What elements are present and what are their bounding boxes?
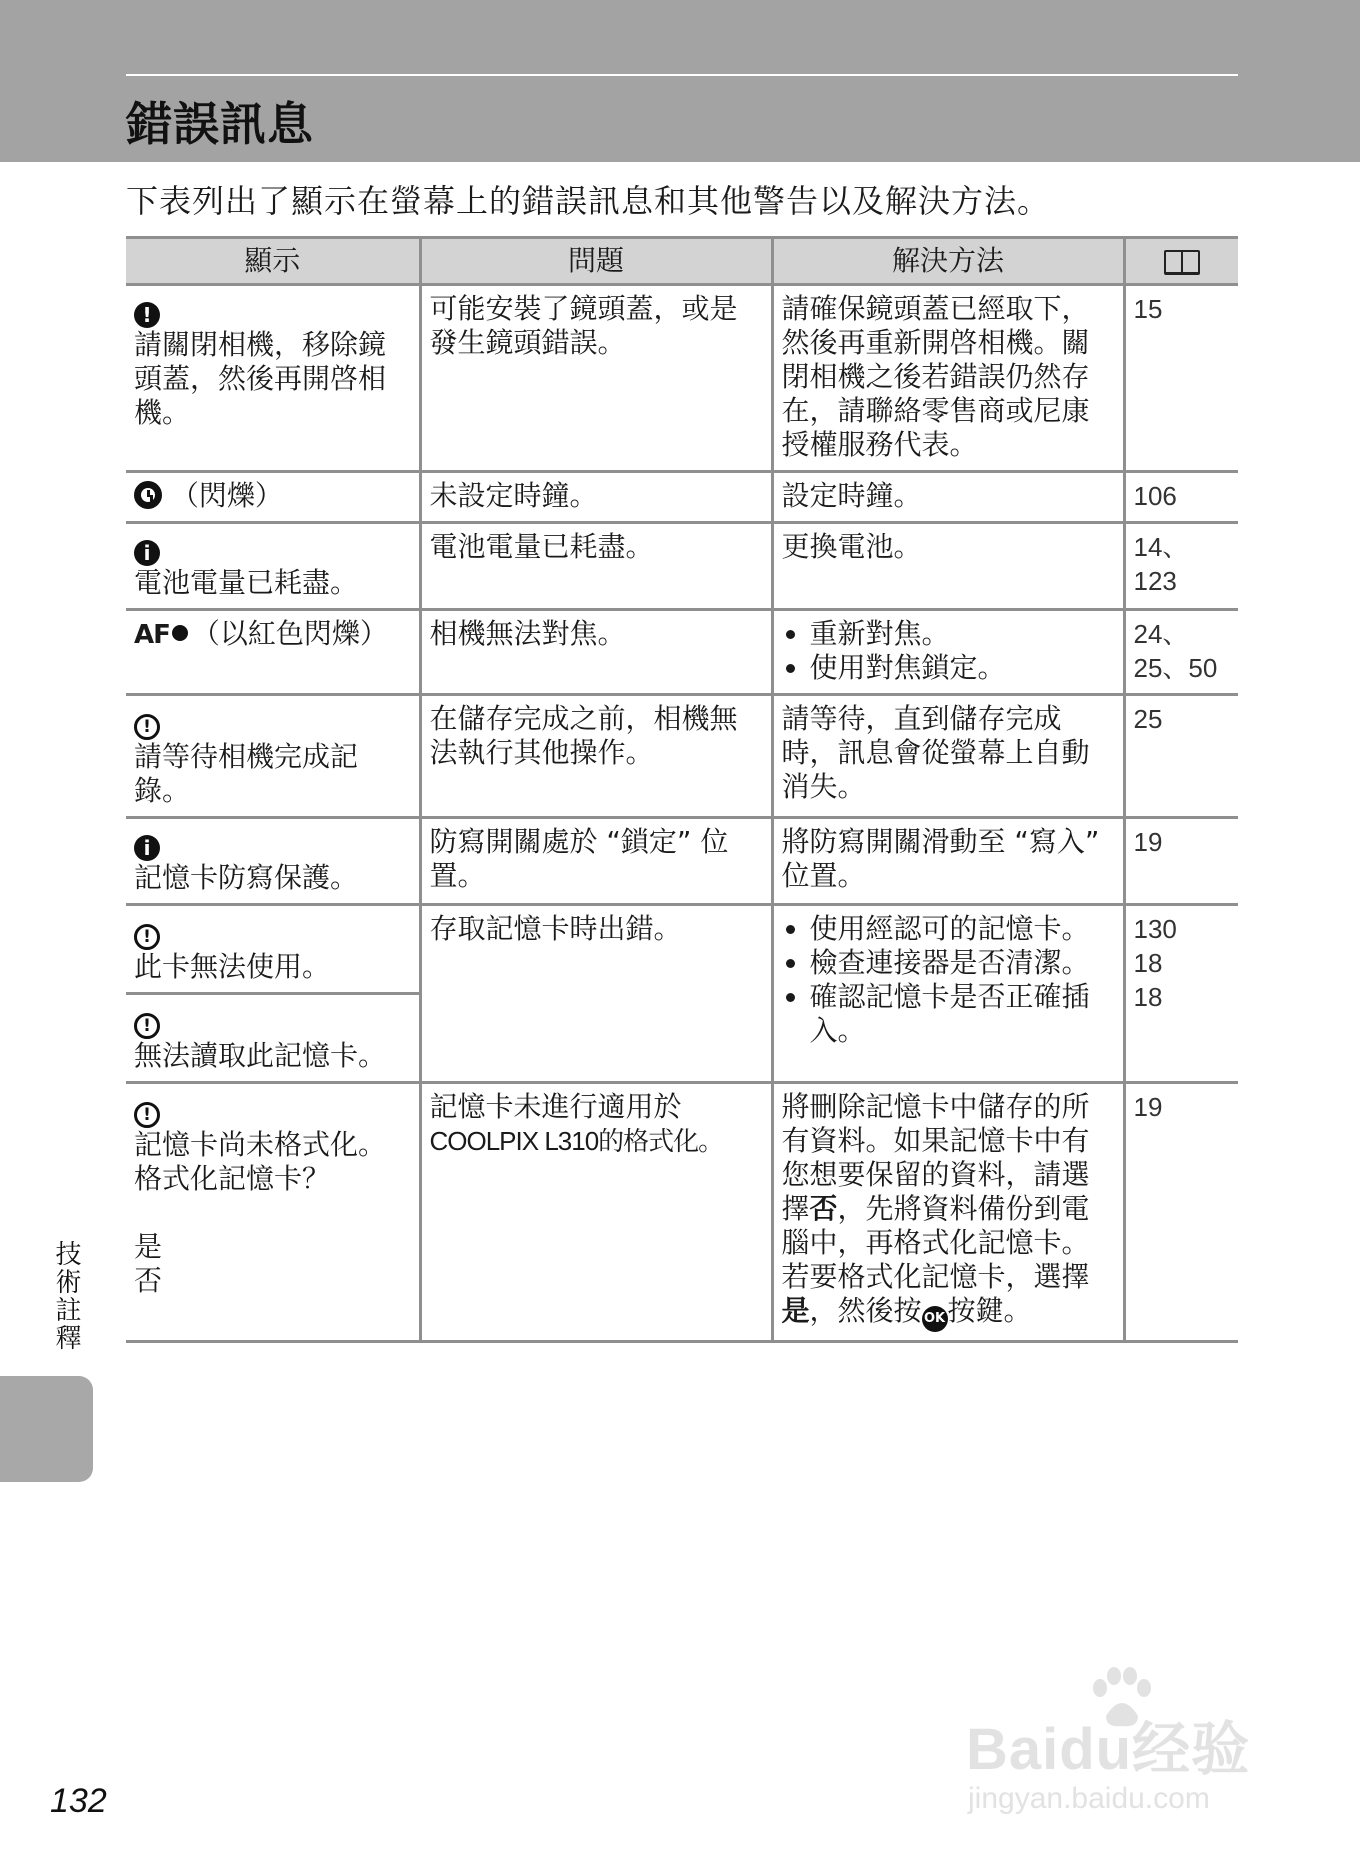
- problem-cell: 電池電量已耗盡。: [420, 523, 772, 610]
- watermark-brand: Baidu经验: [966, 1717, 1251, 1782]
- table-header-row: [126, 238, 1238, 285]
- problem-cell: 在儲存完成之前，相機無法執行其他操作。: [420, 695, 772, 818]
- book-icon: [1164, 250, 1200, 274]
- af-icon: AF: [134, 620, 170, 650]
- display-cell: [126, 472, 420, 523]
- page-number: 132: [50, 1782, 107, 1820]
- solution-cell: 請確保鏡頭蓋已經取下，然後再重新開啓相機。關閉相機之後若錯誤仍然存在，請聯絡零售商或尼康授權服務代表。: [772, 285, 1124, 472]
- display-text: 電池電量已耗盡。: [134, 566, 359, 599]
- solution-cell: 更換電池。: [772, 523, 1124, 610]
- display-cell: [126, 818, 420, 905]
- solution-cell: [772, 905, 1124, 1083]
- column-header-reference: [1124, 238, 1238, 285]
- solution-cell: [772, 610, 1124, 695]
- problem-cell: 可能安裝了鏡頭蓋，或是發生鏡頭錯誤。: [420, 285, 772, 472]
- column-header-problem: 問題: [420, 238, 772, 285]
- reference-line: 18: [1133, 982, 1163, 1012]
- display-text: （以紅色閃爍）: [191, 617, 388, 650]
- display-cell: [126, 523, 420, 610]
- solution-list: [782, 617, 1115, 685]
- solution-text: ，然後按: [809, 1294, 922, 1327]
- table-row: [126, 285, 1238, 472]
- list-item: • 使用經認可的記憶卡。: [810, 912, 1115, 946]
- solution-keyword-no: 否: [809, 1192, 838, 1225]
- table-row: [126, 523, 1238, 610]
- list-item: • 檢查連接器是否清潔。: [810, 946, 1115, 980]
- problem-cell: [420, 1083, 772, 1342]
- clock-icon: [134, 481, 162, 509]
- solution-cell: [772, 1083, 1124, 1342]
- table-row: [126, 1083, 1238, 1342]
- table-row: [126, 818, 1238, 905]
- exclamation-outline-icon: !: [134, 1102, 160, 1128]
- solution-cell: 設定時鐘。: [772, 472, 1124, 523]
- focus-dot-icon: [172, 625, 188, 641]
- table-row: [126, 905, 1238, 994]
- solution-cell: 將防寫開關滑動至 “寫入” 位置。: [772, 818, 1124, 905]
- ok-button-icon: OK: [922, 1306, 948, 1332]
- solution-text: 按鍵。: [947, 1294, 1032, 1327]
- reference-cell: 19: [1124, 1083, 1238, 1342]
- problem-text: 記憶卡未進行適用於: [429, 1090, 682, 1123]
- table-row: [126, 695, 1238, 818]
- display-cell: [126, 1083, 420, 1342]
- display-cell: [126, 610, 420, 695]
- reference-line: 25、50: [1133, 653, 1218, 683]
- error-message-table: [126, 236, 1238, 1343]
- reference-cell: [1124, 523, 1238, 610]
- display-text: 記憶卡尚未格式化。: [134, 1128, 387, 1161]
- exclamation-outline-icon: !: [134, 1013, 160, 1039]
- column-header-solution: 解決方法: [772, 238, 1124, 285]
- solution-list: [782, 912, 1115, 1048]
- display-cell: [126, 994, 420, 1083]
- info-filled-icon: i: [134, 540, 160, 566]
- reference-line: 18: [1133, 948, 1163, 978]
- column-header-display: 顯示: [126, 238, 420, 285]
- list-item: • 確認記憶卡是否正確插入。: [810, 980, 1115, 1048]
- reference-line: 24、: [1133, 619, 1189, 649]
- list-item: • 使用對焦鎖定。: [810, 651, 1115, 685]
- info-filled-icon: i: [134, 835, 160, 861]
- display-cell: [126, 695, 420, 818]
- reference-cell: 19: [1124, 818, 1238, 905]
- display-text: 格式化記憶卡？: [134, 1162, 331, 1195]
- display-text: （閃爍）: [170, 479, 283, 512]
- solution-text: ，先將資料備份到電腦中，再格式化記憶卡。若要格式化記憶卡，選擇: [781, 1192, 1090, 1293]
- display-text: 請關閉相機，移除鏡頭蓋，然後再開啓相機。: [134, 328, 387, 429]
- solution-cell: 請等待，直到儲存完成時，訊息會從螢幕上自動消失。: [772, 695, 1124, 818]
- display-text: 記憶卡防寫保護。: [134, 861, 359, 894]
- option-yes: 是: [134, 1230, 163, 1263]
- page-title: 錯誤訊息: [126, 97, 314, 151]
- exclamation-filled-icon: !: [134, 302, 160, 328]
- problem-cell: 防寫開關處於 “鎖定” 位置。: [420, 818, 772, 905]
- table-row: [126, 610, 1238, 695]
- display-text: 此卡無法使用。: [134, 950, 331, 983]
- reference-cell: [1124, 610, 1238, 695]
- option-no: 否: [134, 1264, 163, 1297]
- display-text: 無法讀取此記憶卡。: [134, 1039, 387, 1072]
- problem-cell: 未設定時鐘。: [420, 472, 772, 523]
- section-tab: [0, 1376, 93, 1482]
- problem-text: COOLPIX L310的格式化。: [429, 1126, 724, 1156]
- reference-cell: [1124, 905, 1238, 1083]
- reference-line: 130: [1133, 914, 1177, 944]
- intro-text: 下表列出了顯示在螢幕上的錯誤訊息和其他警告以及解決方法。: [126, 182, 1051, 220]
- exclamation-outline-icon: !: [134, 924, 160, 950]
- solution-text: 將刪除記憶卡中儲存的所有資料。如果記憶卡中有您想要保留的資料，請選擇: [781, 1090, 1090, 1225]
- display-cell: [126, 905, 420, 994]
- reference-line: 14、: [1133, 532, 1189, 562]
- section-side-label: 技術註釋: [51, 1240, 81, 1352]
- display-text: 請等待相機完成記錄。: [134, 740, 359, 807]
- list-item: • 重新對焦。: [810, 617, 1115, 651]
- problem-cell: 相機無法對焦。: [420, 610, 772, 695]
- reference-cell: 106: [1124, 472, 1238, 523]
- exclamation-outline-icon: !: [134, 714, 160, 740]
- reference-cell: 25: [1124, 695, 1238, 818]
- reference-line: 123: [1133, 566, 1177, 596]
- display-cell: [126, 285, 420, 472]
- watermark-url: jingyan.baidu.com: [968, 1782, 1210, 1815]
- table-row: [126, 472, 1238, 523]
- problem-cell: 存取記憶卡時出錯。: [420, 905, 772, 1083]
- solution-keyword-yes: 是: [781, 1294, 810, 1327]
- header-rule: [126, 74, 1238, 76]
- reference-cell: 15: [1124, 285, 1238, 472]
